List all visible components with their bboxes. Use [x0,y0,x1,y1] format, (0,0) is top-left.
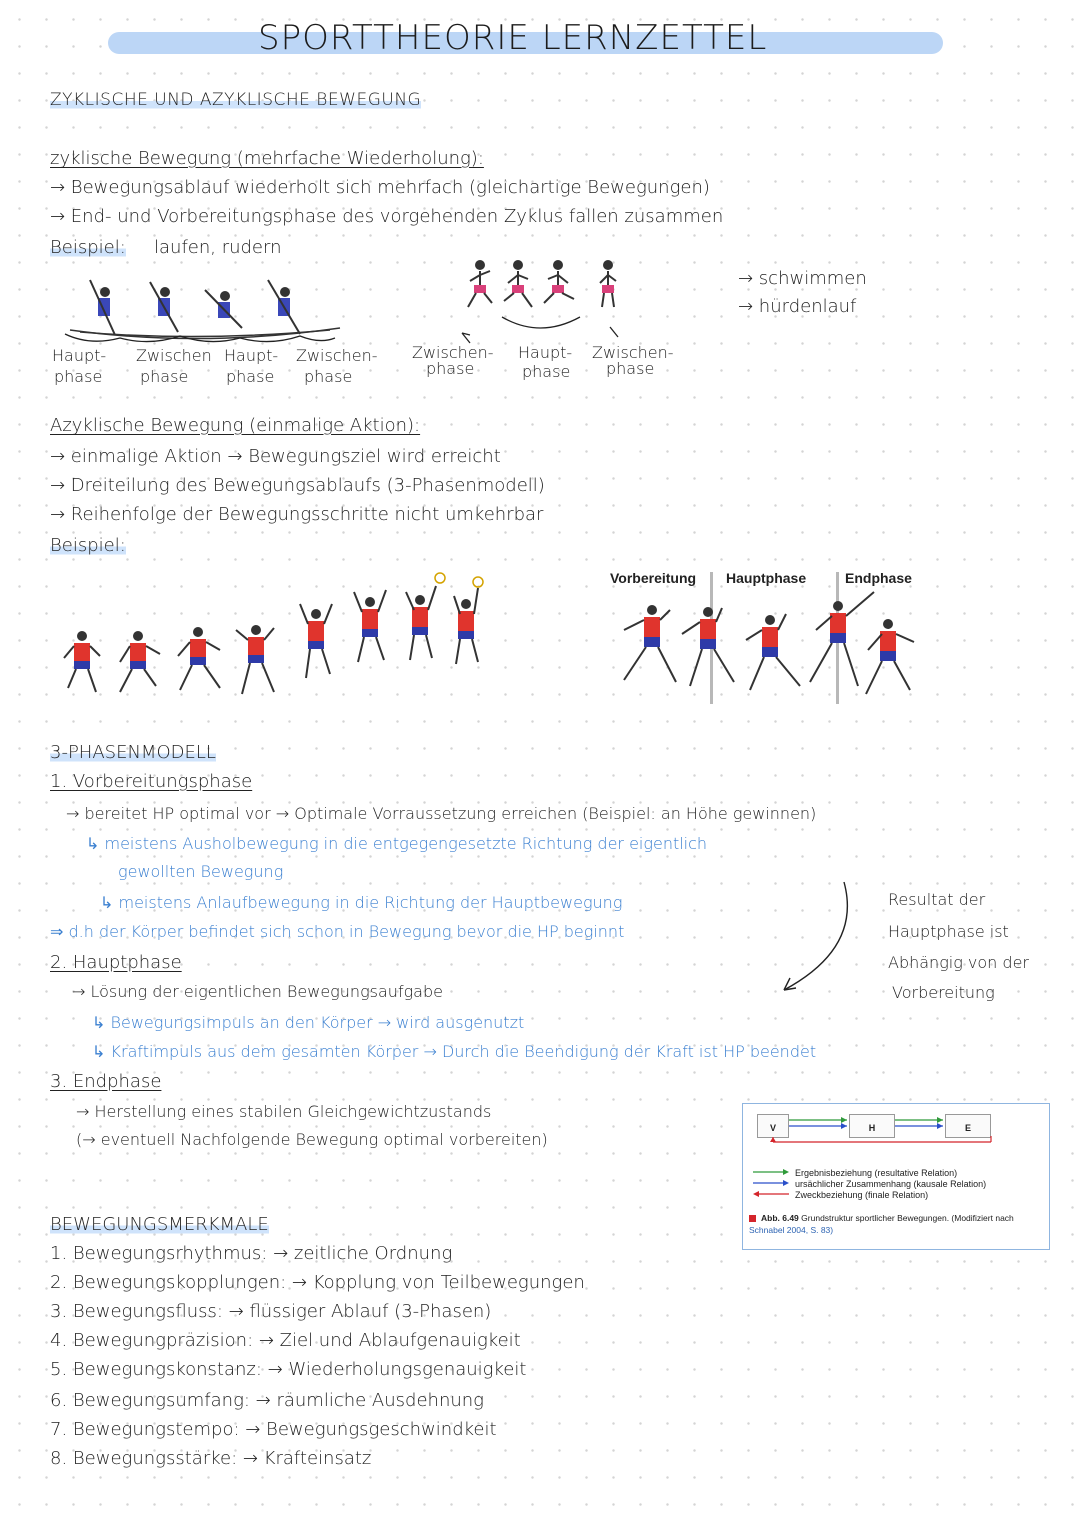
zyklisch-example-label: Beispiel: [50,237,126,258]
azyklisch-line-2: → Dreiteilung des Bewegungsablaufs (3-Phasenmodell) [50,475,545,496]
rowing-label-3b: phase [226,367,275,386]
zyklisch-heading: zyklische Bewegung (mehrfache Wiederholung): [50,148,484,169]
diagram-legend-arrows [751,1168,791,1202]
page-title: SPORTTHEORIE LERNZETTEL [258,18,768,58]
merkmal-1: 1. Bewegungsrhythmus: → zeitliche Ordnung [50,1243,453,1264]
caption-square-icon [749,1215,756,1222]
merkmal-8: 8. Bewegungsstärke: → Krafteinsatz [50,1448,372,1469]
phase-structure-diagram [742,1103,1050,1250]
zyklisch-extra-swim: → schwimmen [738,268,867,289]
shot-put-illustration [610,590,930,705]
diagram-legend-3: Zweckbeziehung (finale Relation) [795,1190,929,1200]
zyklisch-line-1: → Bewegungsablauf wiederholt sich mehrfach (gleichartige Bewegungen) [50,177,710,198]
phase-head-hauptphase: Hauptphase [726,570,807,586]
rowing-label-3: Haupt- [224,346,279,365]
diagram-arrows [743,1104,1049,1164]
phase1-blue-1: ↳ meistens Ausholbewegung in die entgegengesetzte Richtung der eigentlich [86,834,708,853]
running-illustration [440,255,640,355]
azyklisch-example-label: Beispiel: [50,535,126,556]
merkmal-7: 7. Bewegungstempo: → Bewegungsgeschwindkeit [50,1419,497,1440]
phase-head-endphase: Endphase [845,570,912,586]
running-label-1: Zwischen- [412,343,494,362]
azyklisch-line-1: → einmalige Aktion → Bewegungsziel wird erreicht [50,446,501,467]
phase2-blue-2: ↳ Kraftimpuls aus dem gesamten Körper → Durch die Beendigung der Kraft ist HP beendet [92,1042,817,1061]
diagram-legend-1: Ergebnisbeziehung (resultative Relation) [795,1168,958,1178]
section-heading-bewegungsmerkmale: BEWEGUNGSMERKMALE [50,1214,269,1235]
side-note-1: Resultat der [888,890,986,909]
phase2-line: → Lösung der eigentlichen Bewegungsaufgabe [72,982,443,1001]
diagram-legend-2: ursächlicher Zusammenhang (kausale Relation) [795,1179,987,1189]
phase1-line: → bereitet HP optimal vor → Optimale Vorraussetzung erreichen (Beispiel: an Höhe gewinnen) [66,804,817,823]
rowing-label-1b: phase [54,367,103,386]
phase-head-vorbereitung: Vorbereitung [610,570,697,586]
merkmal-2: 2. Bewegungskopplungen: → Kopplung von Teilbewegungen [50,1272,585,1293]
phase1-heading: 1. Vorbereitungsphase [50,771,253,792]
phase1-blue-2: ↳ meistens Anlaufbewegung in die Richtung der Hauptbewegung [100,893,623,912]
rowing-label-2b: phase [140,367,189,386]
zyklisch-extra-hurdle: → hürdenlauf [738,296,857,317]
azyklisch-heading: Azyklische Bewegung (einmalige Aktion): [50,415,421,436]
diagram-node-e: E [945,1114,991,1138]
phase3-heading: 3. Endphase [50,1071,162,1092]
side-note-2: Hauptphase ist [888,922,1009,941]
side-note-4: Vorbereitung [892,983,995,1002]
diagram-caption-source: Schnabel 2004, S. 83) [749,1225,834,1235]
volleyball-spike-illustration [60,570,490,710]
running-label-3b: phase [606,359,655,378]
phase1-blue-1b: gewollten Bewegung [118,862,284,881]
merkmal-3: 3. Bewegungsfluss: → flüssiger Ablauf (3-Phasen) [50,1301,492,1322]
running-label-2: Haupt- [518,343,573,362]
running-label-2b: phase [522,362,571,381]
phase1-blue-3: ⇒ d.h der Körper befindet sich schon in Bewegung bevor die HP beginnt [50,922,625,941]
phase2-heading: 2. Hauptphase [50,952,182,973]
phase3-line-1: → Herstellung eines stabilen Gleichgewichtzustands [76,1102,492,1121]
phase2-blue-1: ↳ Bewegungsimpuls an den Körper → wird ausgenutzt [92,1013,525,1032]
rowing-label-4b: phase [304,367,353,386]
zyklisch-example-text: laufen, rudern [154,237,282,258]
side-note-3: Abhängig von der [888,953,1029,972]
running-label-3: Zwischen- [592,343,674,362]
azyklisch-line-3: → Reihenfolge der Bewegungsschritte nicht umkehrbar [50,504,544,525]
curved-arrow-icon [770,878,860,1008]
diagram-node-h: H [849,1114,895,1138]
rowing-label-4: Zwischen- [296,346,378,365]
zyklisch-line-2: → End- und Vorbereitungsphase des vorgehenden Zyklus fallen zusammen [50,206,724,227]
merkmal-5: 5. Bewegungskonstanz: → Wiederholungsgenauigkeit [50,1359,527,1380]
running-label-1b: phase [426,359,475,378]
merkmal-4: 4. Bewegungpräzision: → Ziel und Ablaufgenauigkeit [50,1330,521,1351]
rowing-label-2: Zwischen [136,346,212,365]
merkmal-6: 6. Bewegungsumfang: → räumliche Ausdehnung [50,1390,484,1411]
diagram-node-v: V [757,1114,789,1138]
rowing-label-1: Haupt- [52,346,107,365]
phase3-line-2: (→ eventuell Nachfolgende Bewegung optimal vorbereiten) [76,1130,548,1149]
section-heading-3-phasenmodell: 3-PHASENMODELL [50,742,216,763]
diagram-caption: Abb. 6.49 Grundstruktur sportlicher Bewegungen. (Modifiziert nach [761,1213,1014,1223]
section-heading-zyklisch-azyklisch: ZYKLISCHE UND AZYKLISCHE BEWEGUNG [50,90,422,110]
